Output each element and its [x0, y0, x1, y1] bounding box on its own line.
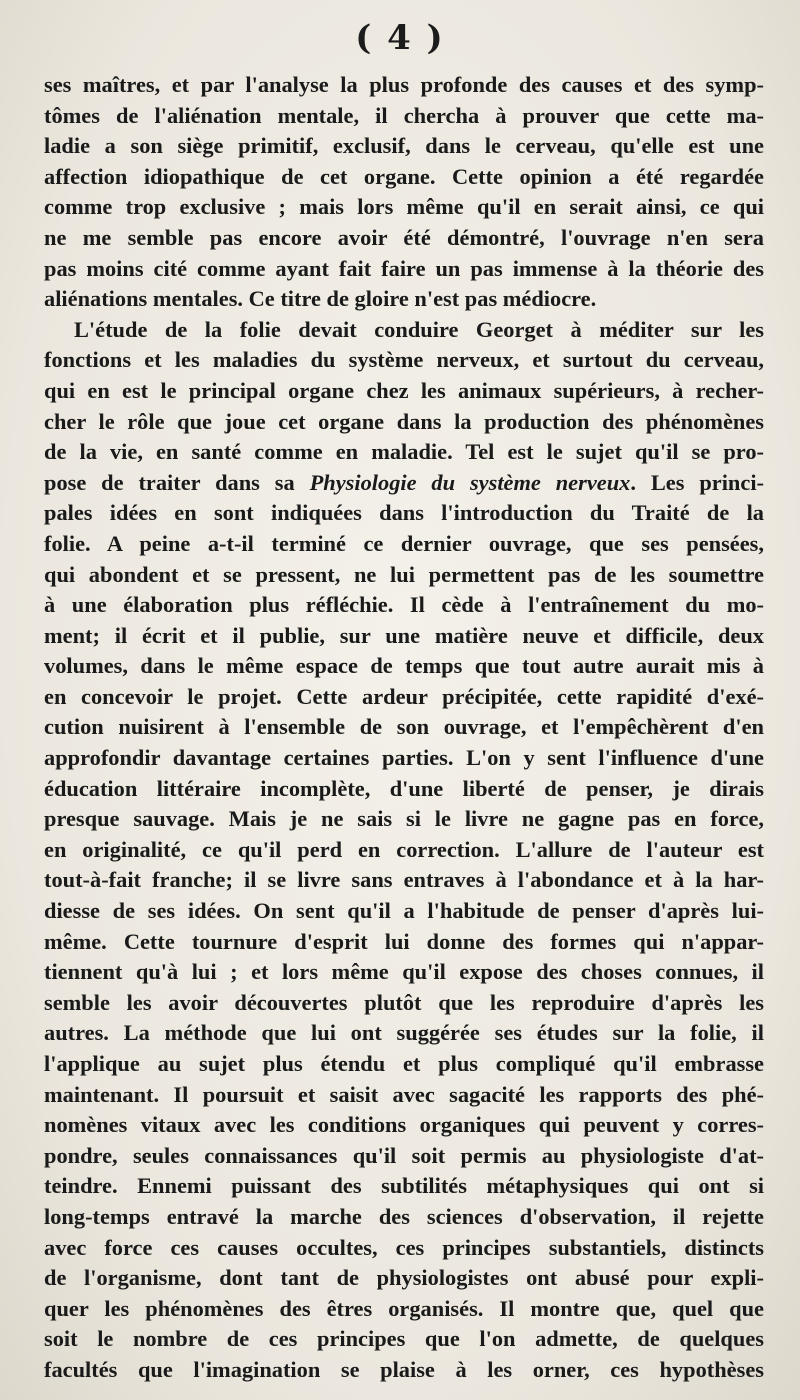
text-line: tout-à-fait franche; il se livre sans entraves à l'abondance et à la har- [44, 867, 764, 893]
text-line: comme trop exclusive ; mais lors même qu'il en serait ainsi, ce qui [44, 194, 764, 220]
text-line: cution nuisirent à l'ensemble de son ouvrage, et l'empêchèrent d'en [44, 714, 764, 740]
text-line: pose de traiter dans sa Physiologie du système nerveux. Les princi- [44, 469, 764, 495]
text-line: nomènes vitaux avec les conditions organiques qui peuvent y corres- [44, 1112, 764, 1138]
text-line: de la vie, en santé comme en maladie. Tel est le sujet qu'il se pro- [44, 439, 764, 465]
paragraph [44, 70, 764, 315]
text-line: autres. La méthode que lui ont suggérée ses études sur la folie, il [44, 1020, 764, 1046]
text-line: ses maîtres, et par l'analyse la plus profonde des causes et des symp- [44, 72, 764, 97]
text-line: éducation littéraire incomplète, d'une liberté de penser, je dirais [44, 775, 764, 801]
text-line: affection idiopathique de cet organe. Cette opinion a été regardée [44, 163, 764, 189]
text-line: aliénations mentales. Ce titre de gloire n'est pas médiocre. [44, 286, 597, 312]
text-line: de l'organisme, dont tant de physiologistes ont abusé pour expli- [44, 1265, 764, 1291]
text-line: ne me semble pas encore avoir été démontré, l'ouvrage n'en sera [44, 224, 764, 250]
text-line: approfondir davantage certaines parties. L'on y sent l'influence d'une [44, 745, 764, 771]
text-line: fonctions et les maladies du système nerveux, et surtout du cerveau, [44, 347, 764, 373]
text-line: soit le nombre de ces principes que l'on admette, de quelques [44, 1326, 764, 1352]
book-title: Physiologie du système nerveux [309, 469, 631, 495]
page-number: ( 4 ) [355, 18, 445, 58]
text-line: pales idées en sont indiquées dans l'introduction du Traité de la [44, 500, 764, 526]
text-line: maintenant. Il poursuit et saisit avec sagacité les rapports des phé- [44, 1081, 764, 1107]
text-line: folie. A peine a-t-il terminé ce dernier ouvrage, que ses pensées, [44, 530, 764, 556]
text-line: ment; il écrit et il publie, sur une matière neuve et difficile, deux [44, 622, 764, 648]
text-line: cher le rôle que joue cet organe dans la production des phénomènes [44, 408, 764, 434]
text-line: tiennent qu'à lui ; et lors même qu'il expose des choses connues, il [44, 959, 764, 985]
text-line: facultés que l'imagination se plaise à les orner, ces hypothèses [44, 1356, 764, 1382]
text-line: à une élaboration plus réfléchie. Il cède à l'entraînement du mo- [44, 592, 764, 618]
text-line: pondre, seules connaissances qu'il soit permis au physiologiste d'at- [44, 1142, 764, 1168]
text-line: l'applique au sujet plus étendu et plus compliqué qu'il embrasse [44, 1051, 764, 1076]
text-line: presque sauvage. Mais je ne sais si le livre ne gagne pas en force, [44, 806, 764, 832]
text-line: qui abondent et se pressent, ne lui permettent pas de les soumettre [44, 561, 764, 587]
text-line: teindre. Ennemi puissant des subtilités métaphysiques qui ont si [44, 1173, 764, 1199]
text-line: L'étude de la folie devait conduire Georget à méditer sur les [74, 316, 764, 342]
text-line: quer les phénomènes des êtres organisés. Il montre que, quel que [44, 1295, 764, 1321]
text-line: qui en est le principal organe chez les animaux supérieurs, à recher- [44, 377, 764, 403]
body-text [44, 70, 764, 1386]
text-line: même. Cette tournure d'esprit lui donne des formes qui n'appar- [44, 928, 764, 954]
text-line: semble les avoir découvertes plutôt que les reproduire d'après les [44, 989, 764, 1015]
paragraph [44, 315, 764, 1386]
text-line: en concevoir le projet. Cette ardeur précipitée, cette rapidité d'exé- [44, 683, 764, 709]
text-line: pas moins cité comme ayant fait faire un pas immense à la théorie des [44, 255, 764, 281]
text-line: long-temps entravé la marche des sciences d'observation, il rejette [44, 1203, 764, 1229]
text-line: tômes de l'aliénation mentale, il chercha à prouver que cette ma- [44, 102, 764, 128]
text-line: ladie a son siège primitif, exclusif, dans le cerveau, qu'elle est une [44, 133, 764, 159]
text-line: diesse de ses idées. On sent qu'il a l'habitude de penser d'après lui- [44, 898, 764, 924]
text-line: volumes, dans le même espace de temps que tout autre aurait mis à [44, 653, 764, 679]
text-line: en originalité, ce qu'il perd en correction. L'allure de l'auteur est [44, 836, 764, 862]
text-line: avec force ces causes occultes, ces principes substantiels, distincts [44, 1234, 764, 1260]
